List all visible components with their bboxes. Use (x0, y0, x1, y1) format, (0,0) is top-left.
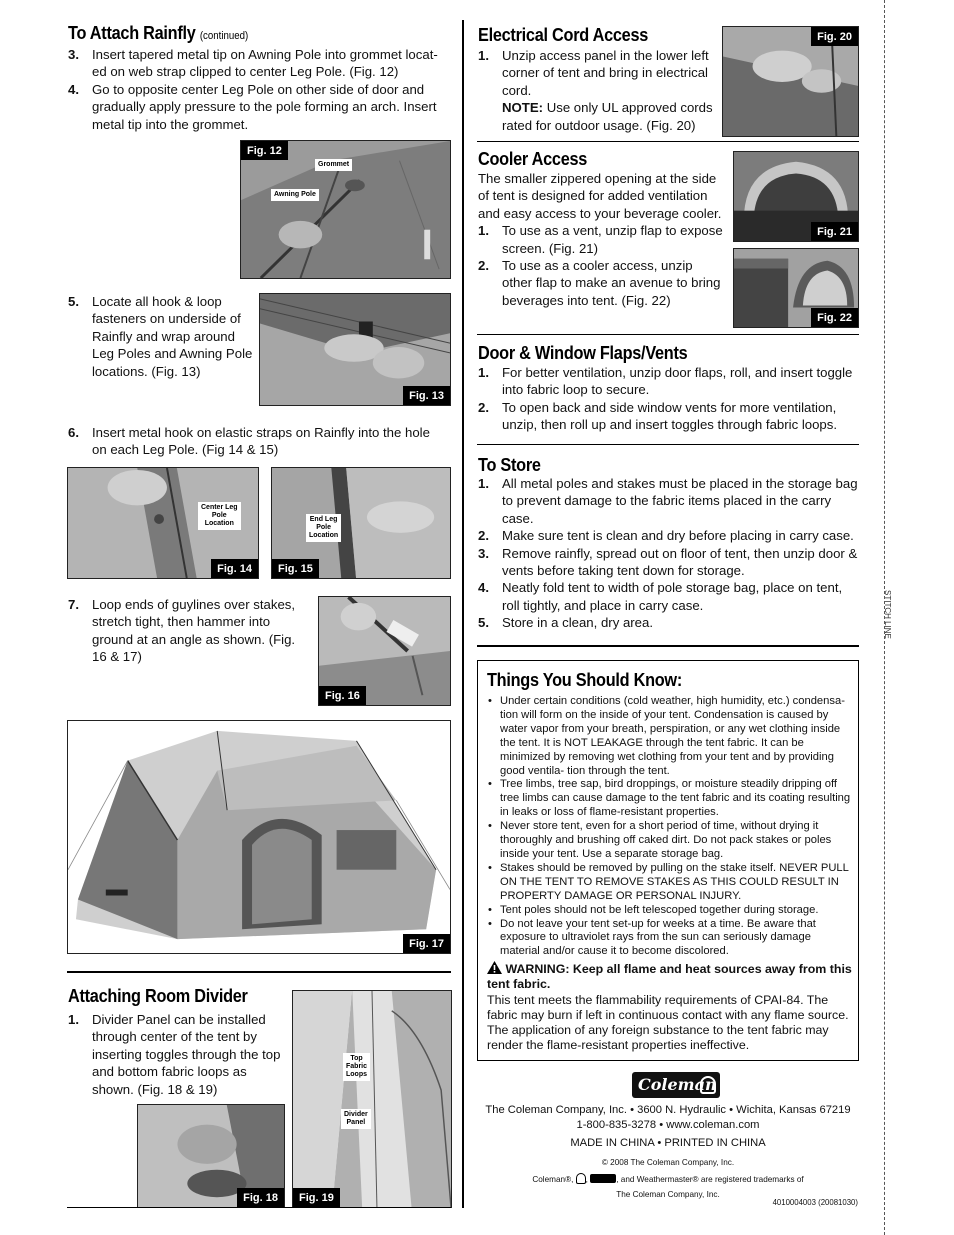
list-item: • Stakes should be removed by pulling on the stake itself. NEVER PULL ON THE TENT TO REMOVE STAKES AS THIS COULD RESULT IN PROPERTY DAMAGE OR PERSONAL INJURY. (486, 862, 852, 904)
cord-step-1: 1. Unzip access panel in the lower left corner of tent and bring in electrical cord. NOTE: Use only UL approved cords rated for outdoor usage. (Fig. 20) (478, 48, 713, 133)
fig-12-grommet-label: Grommet (315, 159, 352, 171)
list-item: • Do not leave your tent set-up for weeks at a time. Be aware that exposure to ultraviolet rays from the sun can seriously damage material and/or cause it to become discolored. (486, 918, 852, 960)
rainfly-step-6: 6. Insert metal hook on elastic straps on Rainfly into the hole on each Leg Pole. (Fig 14 & 15) (68, 425, 430, 458)
cooler-access-title: Cooler Access (478, 148, 588, 169)
things-to-know-list (486, 695, 852, 959)
stitch-line-label: STITCH LINE (883, 590, 892, 639)
fig-12-awning-label: Awning Pole (271, 189, 319, 201)
fig-19-label: Fig. 19 (293, 1188, 340, 1207)
fig-17-label: Fig. 17 (403, 934, 450, 953)
door-window-steps: 1. For better ventilation, unzip door flaps, roll, and insert toggle into fabric loop to secure. 2. To open back and side window vents for more ventilation, unzip, then roll up and insert toggles through fabric loops. (478, 365, 853, 433)
coleman-logo: Coleman (632, 1072, 720, 1098)
fig-16-photo (318, 596, 451, 706)
fig-13-photo (259, 293, 451, 406)
rainfly-steps-3-4: 3. Insert tapered metal tip on Awning Pole into grommet locat- ed on web strap clipped to center Leg Pole. (Fig. 12) 4. Go to opposite center Leg Pole on other side of door and gradually apply pressure to the pole forming an arch. Insert metal tip into the grommet. (68, 47, 438, 132)
trademark-owner: The Coleman Company, Inc. (616, 1190, 720, 1199)
warning-block: WARNING: Keep all flame and heat sources away from this tent fabric. This tent meets the flammability requirements of CPAI-84. The fabric may burn if left in continuous contact with any flame source. The application of any foreign substance to the tent fabric may render the flame-resistant properties ineffective. (487, 962, 852, 1052)
coleman-small-logo-icon (590, 1174, 616, 1183)
electrical-cord-title: Electrical Cord Access (478, 24, 649, 45)
fig-14-label: Fig. 14 (211, 559, 258, 578)
company-phone: 1-800-835-3278 • www.coleman.com (576, 1119, 760, 1131)
fig-15-photo (271, 467, 451, 579)
fig-15-label: Fig. 15 (272, 559, 319, 578)
store-steps: 1. All metal poles and stakes must be placed in the storage bag to prevent damage to the fabric items placed in the carry case. 2. Make sure tent is clean and dry before placing in carry case. 3. Remove rainfly, spread out on floor of tent, then unzip door & vents before taking tent down for storage. 4. Neatly fold tent to width of pole storage bag, place on tent, roll tightly, and place in carry case. 5. Store in a clean, dry area. (478, 476, 858, 631)
trademark-line: Coleman®, , , and Weathermaster® are registered trademarks of (532, 1175, 804, 1184)
list-item: • Tree limbs, tree sap, bird droppings, or moisture steadily dripping off tree limbs can cause damage to the tent fabric and its coating resulting in leaks or loss of flame-resistant properties. (486, 778, 852, 820)
section-divider-line (67, 971, 451, 973)
divider-step-1: 1. Divider Panel can be installed through center of the tent by inserting toggles through the top and bottom fabric loops as shown. (Fig. 18 & 19) (68, 1012, 281, 1097)
fig-19-photo (292, 990, 452, 1208)
rainfly-step-5: 5. Locate all hook & loop fasteners on underside of Rainfly and wrap around Leg Poles and Awning Pole locations. (Fig. 13) (68, 294, 253, 379)
store-know-divider (477, 645, 859, 647)
list-item: • Under certain conditions (cold weather, high humidity, etc.) condensa- tion will form on the inside of your tent. Condensation is caused by water vapor from your breath, perspiration, or any wet clothing inside the tent. It is NOT LEAKAGE through the tent fabric. It can be minimized by removing wet clothing from your tent and by providing good ventila- tion through the tent. (486, 695, 852, 778)
list-item: • Never store tent, even for a short period of time, without drying it thoroughly and brushing off caked dirt. Do not pack stakes or poles inside your tent. Use a separate storage bag. (486, 820, 852, 862)
lantern-icon (576, 1173, 586, 1184)
cooler-section-text: The smaller zippered opening at the side of tent is designed for added ventilation and easy access to your beverage cooler. 1. To use as a vent, unzip flap to expose screen. (Fig. 21) 2. To use as a cooler access, unzip other flap to make an avenue to bring beverages into tent. (Fig. 22) (478, 171, 723, 308)
door-store-divider (477, 444, 859, 445)
fig-22-label: Fig. 22 (811, 308, 858, 327)
fig-14-photo (67, 467, 259, 579)
rainfly-step-7: 7. Loop ends of guylines over stakes, stretch tight, then hammer into ground at an angle as shown. (Fig. 16 & 17) (68, 597, 296, 665)
fig-19-top-fabric-loops-label: Top Fabric Loops (343, 1053, 370, 1081)
list-item: • Tent poles should not be left telescoped together during storage. (486, 904, 852, 918)
warning-icon (487, 961, 502, 974)
to-store-title: To Store (478, 454, 541, 475)
company-footer (477, 1103, 859, 1202)
fig-18-photo (137, 1104, 285, 1208)
attaching-room-divider-title: Attaching Room Divider (68, 985, 248, 1006)
fig-18-label: Fig. 18 (237, 1188, 284, 1207)
cooler-door-divider (477, 334, 859, 335)
copyright: © 2008 The Coleman Company, Inc. (601, 1158, 735, 1167)
fig-14-center-leg-label: Center Leg Pole Location (198, 502, 241, 530)
fig-21-photo (733, 151, 859, 242)
door-window-title: Door & Window Flaps/Vents (478, 342, 688, 363)
fig-19-divider-panel-label: Divider Panel (341, 1109, 371, 1129)
fig-20-photo (722, 26, 859, 137)
attach-rainfly-title: To Attach Rainfly (continued) (68, 22, 249, 43)
things-to-know-title: Things You Should Know: (487, 669, 682, 690)
fig-13-label: Fig. 13 (403, 386, 450, 405)
cord-cooler-divider (477, 141, 859, 142)
fig-15-end-leg-label: End Leg Pole Location (306, 514, 341, 542)
fig-17-photo (67, 720, 451, 954)
fig-21-label: Fig. 21 (811, 222, 858, 241)
company-address: The Coleman Company, Inc. • 3600 N. Hydraulic • Wichita, Kansas 67219 (485, 1104, 851, 1116)
fig-12-label: Fig. 12 (241, 141, 288, 160)
made-in: MADE IN CHINA • PRINTED IN CHINA (570, 1137, 766, 1149)
fig-20-label: Fig. 20 (811, 27, 858, 46)
document-code: 4010004003 (20081030) (772, 1198, 858, 1207)
column-divider (462, 20, 464, 1208)
fig-12-photo (240, 140, 451, 279)
left-bottom-line (67, 1207, 451, 1208)
fig-16-label: Fig. 16 (319, 686, 366, 705)
fig-22-photo (733, 248, 859, 328)
